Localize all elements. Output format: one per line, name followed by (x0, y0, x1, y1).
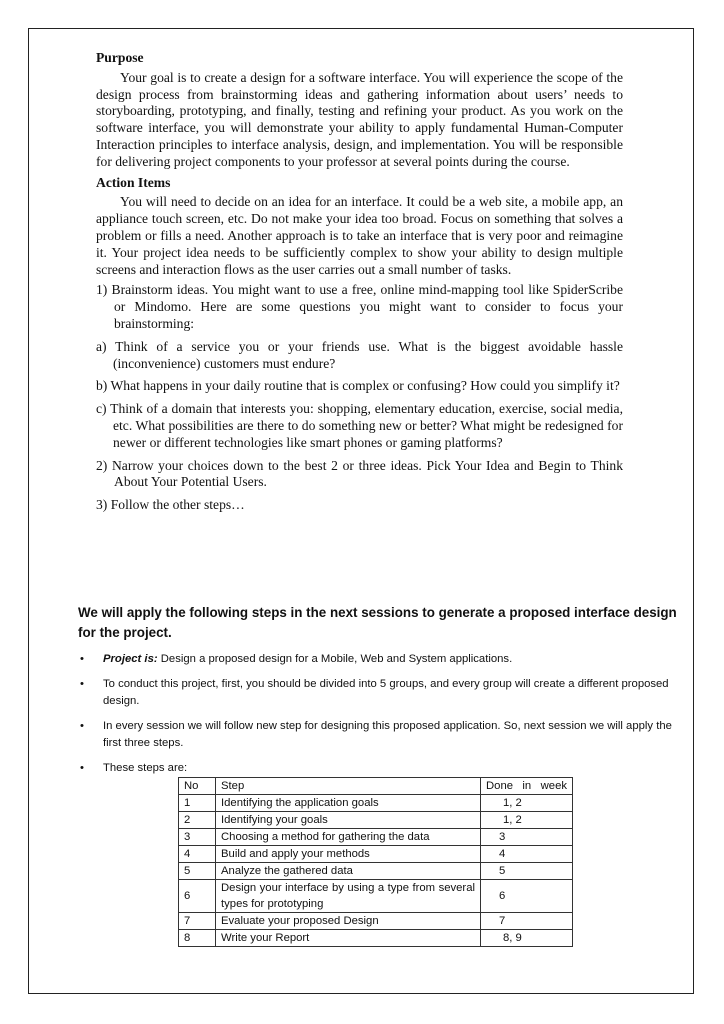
header-step: Step (216, 778, 481, 795)
project-text: Design a proposed design for a Mobile, Web and System applications. (157, 653, 513, 665)
cell-week: 3 (481, 829, 573, 846)
cell-step: Identifying the application goals (216, 795, 481, 812)
table-row (179, 880, 573, 913)
list-item: 2) Narrow your choices down to the best 2 or three ideas. Pick Your Idea and Begin to Think About Your Potential Users. (96, 457, 623, 490)
list-item: 3) Follow the other steps… (96, 497, 245, 513)
cell-no: 3 (179, 829, 216, 846)
cell-no: 5 (179, 863, 216, 880)
cell-week: 5 (481, 863, 573, 880)
purpose-heading: Purpose (96, 50, 144, 65)
cell-week: 1, 2 (481, 795, 573, 812)
sub-list-item: a) Think of a service you or your friends use. What is the biggest avoidable hassle (inconvenience) customers must endure? (96, 338, 623, 371)
cell-week: 1, 2 (481, 812, 573, 829)
steps-intro: We will apply the following steps in the next sessions to generate a proposed interface design for the project. (78, 605, 677, 640)
cell-no: 6 (179, 880, 216, 913)
cell-week: 8, 9 (481, 930, 573, 947)
table-row (179, 863, 573, 880)
cell-no: 1 (179, 795, 216, 812)
bullet-item (78, 718, 678, 752)
bullet-item (78, 651, 678, 668)
cell-no: 7 (179, 913, 216, 930)
bullet-icon: • (80, 762, 84, 774)
header-no: No (179, 778, 216, 795)
cell-no: 8 (179, 930, 216, 947)
cell-step: Build and apply your methods (216, 846, 481, 863)
cell-week: 7 (481, 913, 573, 930)
sub-list-item: c) Think of a domain that interests you: shopping, elementary education, exercise, social media, etc. What possibilities are there to do something new or better? What might be redesigned for newer or different technologies like smart phones or gaming platforms? (96, 401, 623, 450)
bullet-icon: • (80, 720, 84, 732)
table-row (179, 829, 573, 846)
bullet-text: These steps are: (103, 762, 188, 774)
cell-step: Evaluate your proposed Design (216, 913, 481, 930)
table-row (179, 913, 573, 930)
action-body: You will need to decide on an idea for an interface. It could be a web site, a mobile app, an appliance touch screen, etc. Do not make your idea too broad. Focus on something that solves a problem or fills a need. Another approach is to take an interface that is very poor and reimagine it. Your project idea needs to be sufficiently complex to show your ability to design multiple screens and interaction flows as the user carries out a small number of tasks. (96, 194, 623, 277)
cell-step: Write your Report (216, 930, 481, 947)
list-item: 1) Brainstorm ideas. You might want to use a free, online mind-mapping tool like SpiderScribe or Mindomo. Here are some questions you might want to consider to focus your brainstorming: (96, 282, 623, 331)
assignment-text (96, 50, 623, 520)
steps-section (78, 603, 678, 785)
cell-week: 6 (481, 880, 573, 913)
header-done: Done in week (481, 778, 573, 795)
steps-table (178, 777, 573, 947)
bullet-item (78, 760, 678, 777)
purpose-body: Your goal is to create a design for a software interface. You will experience the scope of the design process from brainstorming ideas and gathering information about users’ needs to storyboarding, prototyping, and finally, testing and refining your product. As you work on the software interface, you will demonstrate your ability to apply fundamental Human-Computer Interaction principles to interface analysis, design, and implementation. You will be responsible for delivering project components to your professor at several points during the course. (96, 69, 623, 169)
cell-step: Analyze the gathered data (216, 863, 481, 880)
bullet-text: In every session we will follow new step for designing this proposed application. So, next session we will apply the first three steps. (103, 720, 672, 749)
table-row (179, 846, 573, 863)
sub-list-item: b) What happens in your daily routine that is complex or confusing? How could you simplify it? (96, 378, 620, 394)
table-row (179, 930, 573, 947)
bullet-icon: • (80, 678, 84, 690)
cell-step: Design your interface by using a type from several types for prototyping (216, 880, 481, 913)
cell-no: 2 (179, 812, 216, 829)
table-header (179, 778, 573, 795)
action-heading: Action Items (96, 174, 171, 190)
cell-step: Identifying your goals (216, 812, 481, 829)
cell-no: 4 (179, 846, 216, 863)
cell-week: 4 (481, 846, 573, 863)
bullet-item (78, 676, 678, 710)
cell-step: Choosing a method for gathering the data (216, 829, 481, 846)
table-row (179, 795, 573, 812)
project-label: Project is: (103, 653, 158, 665)
bullet-icon: • (80, 653, 84, 665)
table-row (179, 812, 573, 829)
bullet-text: To conduct this project, first, you should be divided into 5 groups, and every group will create a different proposed design. (103, 678, 669, 707)
